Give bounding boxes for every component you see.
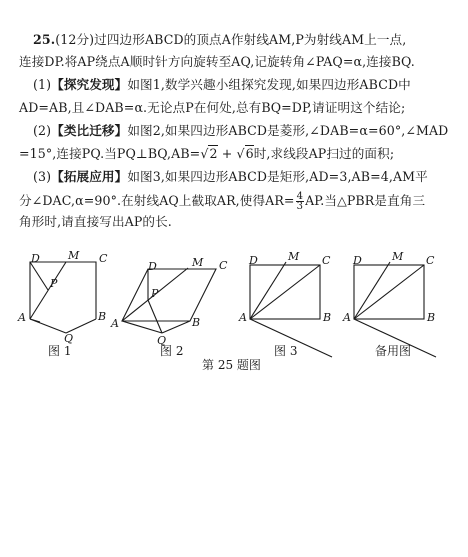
fig3-label-a: A: [239, 311, 247, 324]
fraction-numerator: 4: [296, 191, 304, 202]
fig3-label-b: B: [323, 311, 332, 324]
part2-text-b-post: 时,求线段AP扫过的面积;: [253, 146, 395, 161]
part2-tag: 【类比迁移】: [51, 123, 128, 138]
fig3-label-d: D: [249, 254, 258, 267]
fig2-label-b: B: [192, 316, 201, 329]
part3-text-b-pre: 分∠DAC,α=90°.在射线AQ上截取AR,使得AR=: [19, 193, 295, 208]
fraction-denominator: 3: [296, 201, 304, 212]
figure-3-diagram: [250, 262, 332, 357]
fig1-label-a: A: [18, 311, 26, 324]
part3-tag: 【拓展应用】: [51, 169, 128, 184]
figure-4-diagram: [354, 262, 436, 357]
sqrt-6-value: 6: [245, 146, 254, 161]
fig2-label-q: Q: [157, 334, 167, 347]
part2-text-a: 如图2,如果四边形ABCD是菱形,∠DAB=α=60°,∠MAD: [127, 123, 449, 138]
figure-group-caption: 第 25 题图: [202, 358, 261, 372]
problem-score: (12分): [55, 32, 95, 47]
fig1-label-b: B: [98, 310, 107, 323]
fig1-segment-dp: [30, 262, 48, 290]
fig4-label-m: M: [392, 250, 404, 263]
fig4-caption: 备用图: [375, 344, 412, 358]
figure-1-diagram: [30, 262, 96, 333]
fig4-label-b: B: [427, 311, 436, 324]
fig2-label-a: A: [111, 317, 119, 330]
sqrt-sign: √: [200, 146, 209, 161]
fig4-diagonal-ac: [354, 265, 424, 319]
part1-text-a: 如图1,数学兴趣小组探究发现,如果四边形ABCD中: [127, 77, 411, 92]
fig3-caption: 图 3: [274, 344, 298, 358]
fig4-label-d: D: [353, 254, 362, 267]
fig3-label-m: M: [288, 250, 300, 263]
fig1-label-q: Q: [64, 332, 74, 345]
fig4-label-a: A: [343, 311, 351, 324]
part3-text-a: 如图3,如果四边形ABCD是矩形,AD=3,AB=4,AM平: [127, 169, 428, 184]
figure-2-diagram: [122, 268, 216, 333]
fig1-caption: 图 1: [48, 344, 72, 358]
part1-line-b: AD=AB,且∠DAB=α.无论点P在何处,总有BQ=DP,请证明这个结论;: [19, 100, 406, 115]
fig2-segment-pq: [148, 300, 162, 333]
fig1-label-c: C: [99, 252, 108, 265]
sqrt-sign: √: [236, 146, 245, 161]
fig3-label-c: C: [322, 254, 331, 267]
fig1-label-p: P: [50, 277, 58, 290]
part1-tag: 【探究发现】: [51, 77, 128, 92]
fig3-diagonal-ac: [250, 265, 320, 319]
plus-sign: +: [217, 146, 237, 161]
part2-text-b-pre: =15°,连接PQ.当PQ⊥BQ,AB=: [19, 146, 201, 161]
fig1-square: [30, 262, 96, 319]
fig2-segment-qb: [162, 321, 190, 333]
fig2-label-c: C: [219, 259, 228, 272]
fig1-label-d: D: [31, 252, 40, 265]
fig2-label-d: D: [148, 260, 157, 273]
fig2-label-p: P: [151, 287, 159, 300]
part3-text-b-post: AP.当△PBR是直角三: [305, 193, 426, 208]
fig1-segment-qb: [66, 319, 96, 333]
problem-number: 25.: [33, 32, 56, 47]
fig2-label-m: M: [192, 256, 204, 269]
problem-line-2: 连接DP.将AP绕点A顺时针方向旋转至AQ,记旋转角∠PAQ=α,连接BQ.: [19, 54, 415, 69]
fig4-label-c: C: [426, 254, 435, 267]
part3-line-c: 角形时,请直接写出AP的长.: [19, 214, 172, 229]
fig4-ray-am: [354, 262, 390, 319]
fig2-rhombus: [122, 269, 216, 321]
fig2-segment-aq: [122, 321, 162, 333]
fig1-label-m: M: [68, 249, 80, 262]
part2-number: (2): [33, 123, 52, 138]
sqrt-2-value: 2: [209, 146, 218, 161]
fig1-segment-aq: [30, 319, 66, 333]
problem-intro-1: 过四边形ABCD的顶点A作射线AM,P为射线AM上一点,: [94, 32, 407, 47]
fig2-caption: 图 2: [160, 344, 184, 358]
part3-number: (3): [33, 169, 52, 184]
part1-number: (1): [33, 77, 52, 92]
fig3-ray-am: [250, 262, 286, 319]
